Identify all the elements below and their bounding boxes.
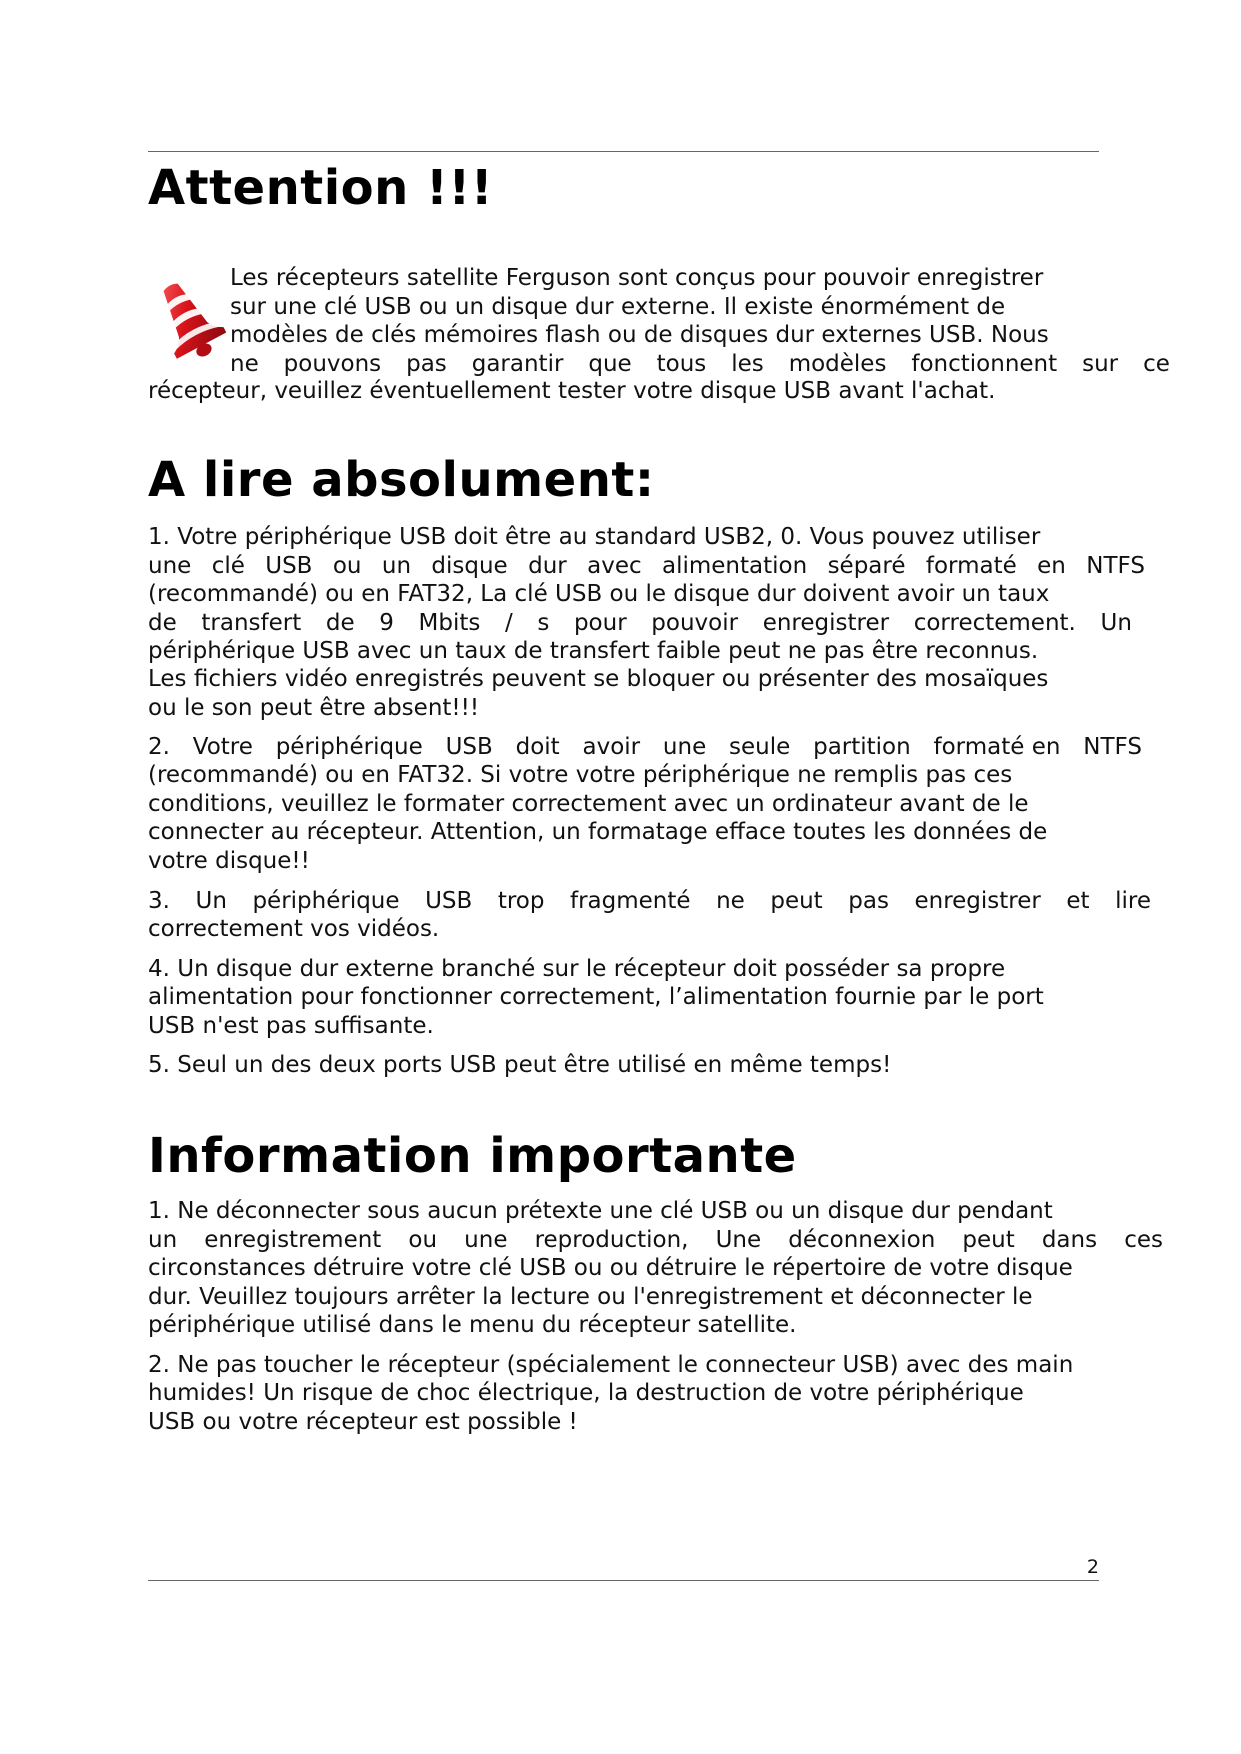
must-read-item-1-line-1: 1. Votre périphérique USB doit être au standard USB2, 0. Vous pouvez utiliser: [148, 524, 1041, 550]
must-read-item-1-line-4: de transfert de 9 Mbits / s pour pouvoir enregistrer correctement. Un: [148, 610, 1132, 636]
must-read-item-4-line-1: 4. Un disque dur externe branché sur le récepteur doit posséder sa propre: [148, 956, 1006, 982]
must-read-item-2-line-5: votre disque!!: [148, 848, 310, 874]
must-read-item-4-line-3: USB n'est pas suffisante.: [148, 1013, 434, 1039]
footer-rule: [148, 1580, 1099, 1581]
must-read-item-1-line-5: périphérique USB avec un taux de transfert faible peut ne pas être reconnus.: [148, 638, 1039, 664]
attention-heading: Attention !!!: [148, 160, 494, 216]
must-read-item-5-line-1: 5. Seul un des deux ports USB peut être utilisé en même temps!: [148, 1052, 892, 1078]
attention-text-line-5: récepteur, veuillez éventuellement tester votre disque USB avant l'achat.: [148, 378, 996, 404]
must-read-item-1-line-3: (recommandé) ou en FAT32, La clé USB ou le disque dur doivent avoir un taux: [148, 581, 1050, 607]
header-rule: [148, 151, 1099, 152]
must-read-item-3-line-2: correctement vos vidéos.: [148, 916, 440, 942]
page-number: 2: [1086, 1556, 1099, 1578]
must-read-item-1-line-6: Les fichiers vidéo enregistrés peuvent se bloquer ou présenter des mosaïques: [148, 666, 1049, 692]
important-item-1-line-4: dur. Veuillez toujours arrêter la lecture ou l'enregistrement et déconnecter le: [148, 1284, 1033, 1310]
important-item-2-line-2: humides! Un risque de choc électrique, la destruction de votre périphérique: [148, 1380, 1024, 1406]
important-item-1-line-2: un enregistrement ou une reproduction, Une déconnexion peut dans ces: [148, 1227, 1163, 1253]
must-read-item-1-line-7: ou le son peut être absent!!!: [148, 695, 480, 721]
must-read-item-2-line-1: 2. Votre périphérique USB doit avoir une seule partition formaté en NTFS: [148, 734, 1142, 760]
must-read-item-4-line-2: alimentation pour fonctionner correctement, l’alimentation fournie par le port: [148, 984, 1044, 1010]
important-item-1-line-1: 1. Ne déconnecter sous aucun prétexte une clé USB ou un disque dur pendant: [148, 1198, 1053, 1224]
must-read-item-2-line-4: connecter au récepteur. Attention, un formatage efface toutes les données de: [148, 819, 1048, 845]
must-read-item-3-line-1: 3. Un périphérique USB trop fragmenté ne peut pas enregistrer et lire: [148, 888, 1151, 914]
alarm-bell-icon: [150, 277, 226, 363]
important-item-2-line-3: USB ou votre récepteur est possible !: [148, 1409, 578, 1435]
attention-text-line-3: modèles de clés mémoires flash ou de disques dur externes USB. Nous: [230, 322, 1049, 348]
attention-text-line-2: sur une clé USB ou un disque dur externe. Il existe énormément de: [230, 294, 1006, 320]
attention-text-line-1: Les récepteurs satellite Ferguson sont conçus pour pouvoir enregistrer: [230, 265, 1044, 291]
attention-text-line-4: ne pouvons pas garantir que tous les modèles fonctionnent sur ce: [230, 351, 1170, 377]
must-read-item-2-line-3: conditions, veuillez le formater correctement avec un ordinateur avant de le: [148, 791, 1029, 817]
important-item-1-line-5: périphérique utilisé dans le menu du récepteur satellite.: [148, 1312, 797, 1338]
important-item-1-line-3: circonstances détruire votre clé USB ou ou détruire le répertoire de votre disque: [148, 1255, 1073, 1281]
important-info-heading: Information importante: [148, 1128, 797, 1184]
must-read-heading: A lire absolument:: [148, 452, 655, 508]
must-read-item-2-line-2: (recommandé) ou en FAT32. Si votre votre périphérique ne remplis pas ces: [148, 762, 1013, 788]
must-read-item-1-line-2: une clé USB ou un disque dur avec alimentation séparé formaté en NTFS: [148, 553, 1145, 579]
important-item-2-line-1: 2. Ne pas toucher le récepteur (spécialement le connecteur USB) avec des main: [148, 1352, 1074, 1378]
